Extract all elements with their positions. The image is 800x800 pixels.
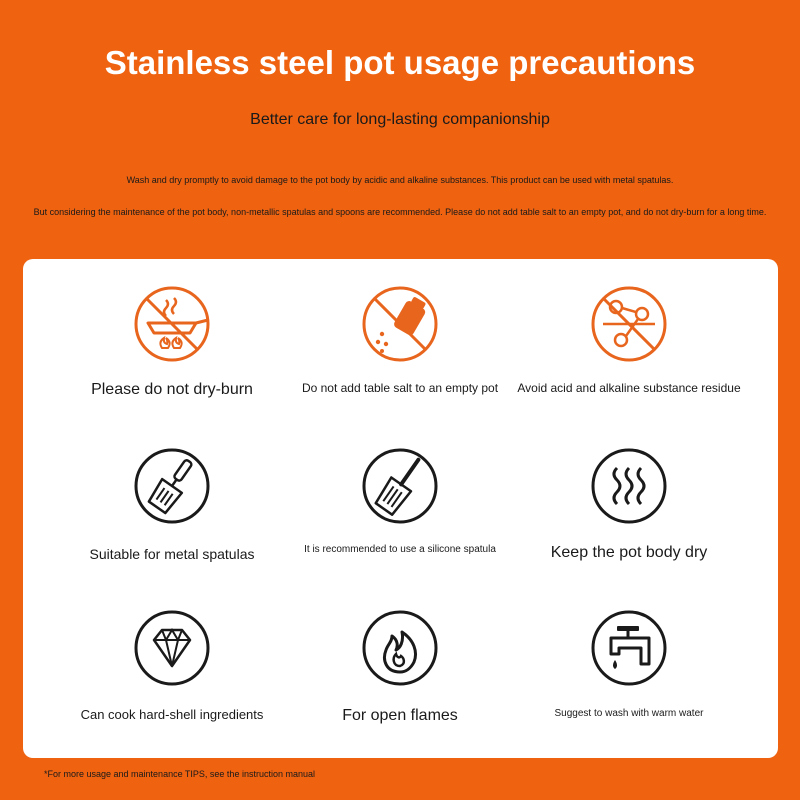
flame-icon bbox=[360, 608, 440, 688]
precaution-item bbox=[46, 284, 298, 450]
precaution-label: Suitable for metal spatulas bbox=[89, 546, 255, 562]
page-subtitle: Better care for long-lasting companionship bbox=[250, 111, 550, 128]
precaution-label: Keep the pot body dry bbox=[550, 544, 708, 561]
precaution-item bbox=[274, 284, 526, 450]
precaution-item bbox=[503, 608, 755, 774]
metal-spatula-icon bbox=[132, 446, 212, 526]
page-title: Stainless steel pot usage precautions bbox=[104, 44, 696, 81]
faucet-icon bbox=[589, 608, 669, 688]
precaution-item bbox=[46, 446, 298, 612]
care-note: But considering the maintenance of the pot body, non-metallic spatulas and spoons are recommended. Please do not add table salt to an empty pot, and do not dry-burn for a long time. bbox=[33, 207, 767, 217]
diamond-icon bbox=[132, 608, 212, 688]
footnote: *For more usage and maintenance TIPS, see the instruction manual bbox=[44, 769, 315, 779]
precaution-item bbox=[503, 284, 755, 450]
precaution-label: Avoid acid and alkaline substance residue bbox=[517, 381, 741, 395]
precaution-label: Suggest to wash with warm water bbox=[554, 708, 704, 719]
no-salt-icon bbox=[360, 284, 440, 364]
no-dry-burn-icon bbox=[132, 284, 212, 364]
precaution-item bbox=[274, 608, 526, 774]
precaution-label: Please do not dry-burn bbox=[91, 381, 253, 398]
precautions-panel bbox=[23, 259, 778, 758]
no-acid-alkali-icon bbox=[589, 284, 669, 364]
precaution-item bbox=[274, 446, 526, 612]
precaution-label: Can cook hard-shell ingredients bbox=[80, 707, 264, 722]
precaution-item bbox=[46, 608, 298, 774]
precaution-item bbox=[503, 446, 755, 612]
steam-icon bbox=[589, 446, 669, 526]
care-note: Wash and dry promptly to avoid damage to the pot body by acidic and alkaline substances. This product can be used with metal spatulas. bbox=[126, 175, 674, 185]
precaution-label: Do not add table salt to an empty pot bbox=[301, 381, 499, 395]
silicone-spatula-icon bbox=[360, 446, 440, 526]
precaution-label: For open flames bbox=[342, 707, 458, 724]
precaution-label: It is recommended to use a silicone spatula bbox=[304, 544, 496, 555]
